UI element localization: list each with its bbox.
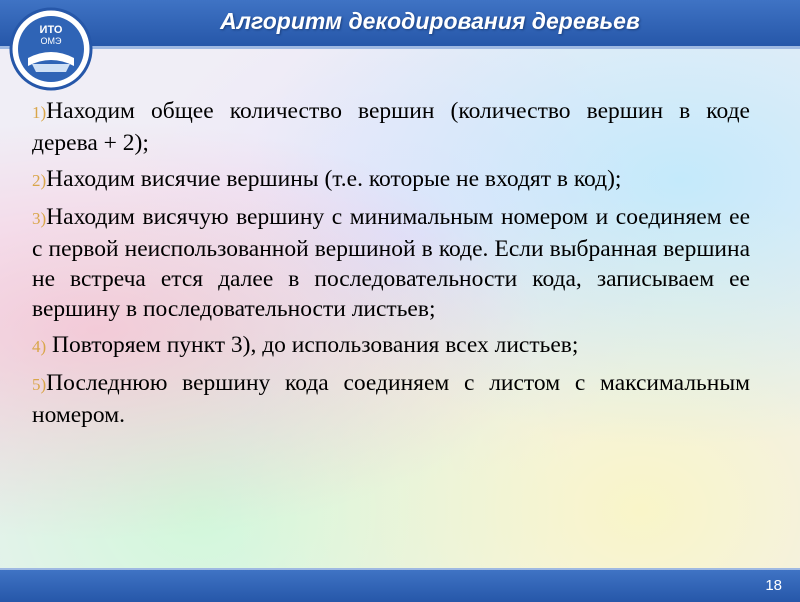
footer-bar — [0, 568, 800, 602]
list-item — [32, 330, 750, 362]
page-number: 18 — [765, 577, 782, 594]
svg-text:ИТО: ИТО — [39, 24, 63, 36]
step-number: 5) — [32, 375, 47, 394]
title-bar-divider — [0, 46, 800, 49]
title-bar — [0, 0, 800, 46]
step-number: 2) — [32, 171, 47, 190]
step-text: Находим висячие вершины (т.е. которые не входят в код); — [46, 166, 622, 192]
list-item — [32, 164, 750, 196]
step-text: Находим общее количество вершин (количество вершин в коде дерева + 2); — [32, 98, 750, 156]
slide-title: Алгоритм декодирования деревьев — [220, 8, 640, 34]
step-number: 1) — [32, 103, 47, 122]
svg-text:ОМЭ: ОМЭ — [40, 36, 62, 46]
list-item — [32, 96, 750, 158]
list-item — [32, 202, 750, 324]
step-number: 4) — [32, 337, 47, 356]
step-text: Последнюю вершину кода соединяем с листом с максимальным номером. — [32, 370, 750, 428]
algorithm-steps-list — [32, 96, 750, 436]
step-text: Находим висячую вершину с минимальным номером и соединяем ее с первой неиспользованной вершиной в коде. Если выбранная вершина не встреча ется далее в последовательности кода, записываем ее вершину в последовательности листьев; — [32, 204, 750, 322]
list-item — [32, 368, 750, 430]
step-text: Повторяем пункт 3), до использования всех листьев; — [46, 332, 579, 358]
logo-icon — [8, 6, 94, 92]
step-number: 3) — [32, 209, 47, 228]
